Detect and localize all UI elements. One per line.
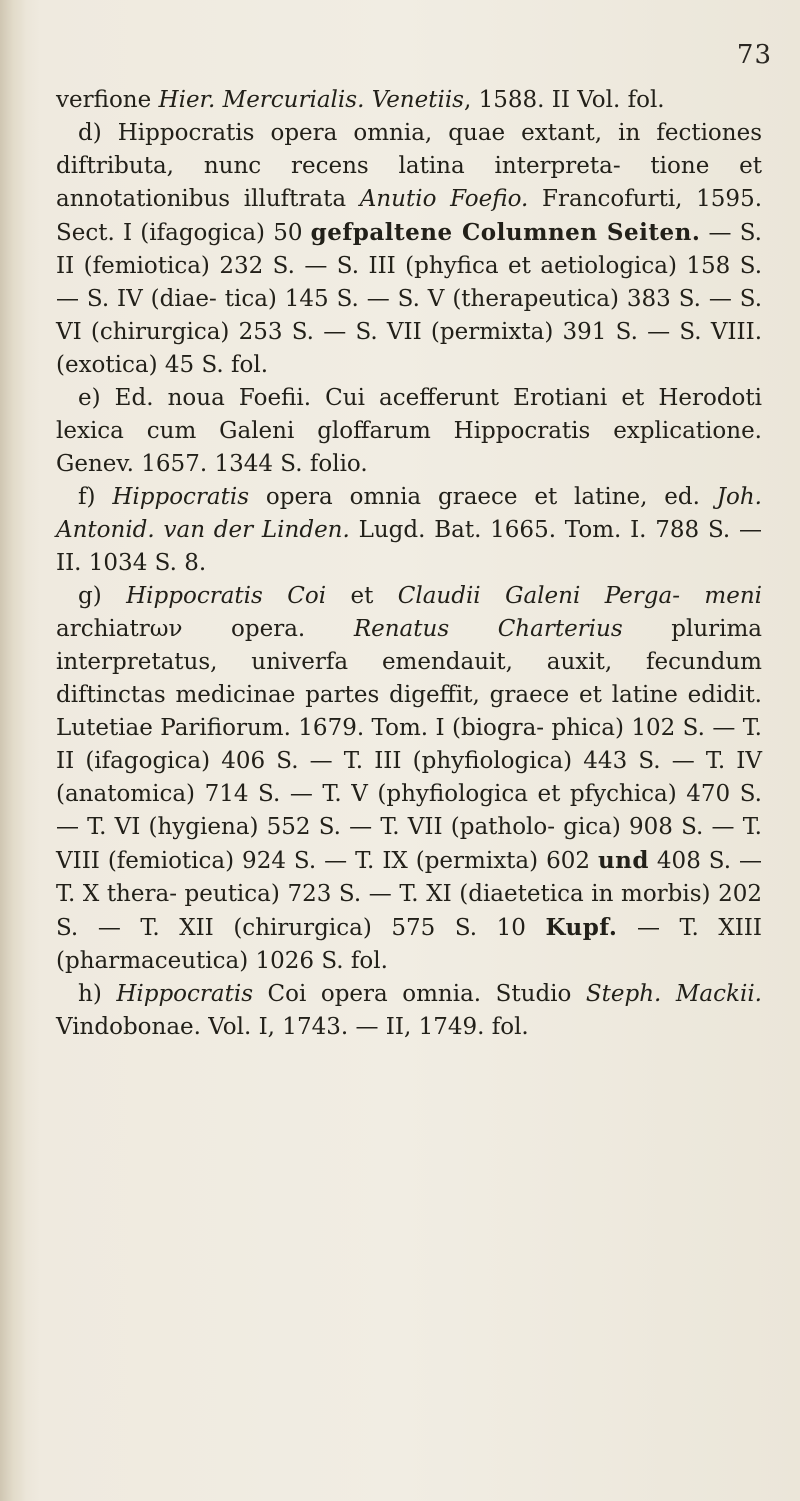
entry-text: e) Ed. noua Foefii. Cui acefferunt Erotiani et Herodoti lexica cum Galeni gloffarum Hippocratis explicatione. Genev. 1657. 1344 S. folio. <box>56 385 762 477</box>
entry-text: et <box>326 583 398 609</box>
entry-text: Francofurti, 1595. Sect. I (ifagogica) 50 <box>56 186 763 246</box>
entry-text: f) <box>78 484 113 510</box>
entry-d <box>56 117 762 382</box>
entry-text: — S. II (femiotica) 232 S. — S. III (phyfica et aetiologica) 158 S. — S. IV (diae- tica) 145 S. — S. V (therapeutica) 383 S. — S. VI (chirurgica) 253 S. — S. VII (permixta) 391 S. — S. VIII. (exotica) 45 S. fol. <box>56 220 762 378</box>
entry-text-italic: Steph. Mackii. <box>585 981 762 1007</box>
entry-text-italic: Hippocratis <box>116 981 254 1007</box>
entry-text: g) <box>78 583 127 609</box>
entry-e <box>56 382 762 481</box>
entry-g <box>56 580 762 978</box>
bibliography-text <box>56 84 762 1044</box>
entry-text-italic: Hier. Mercurialis. Venetiis <box>158 87 464 113</box>
entry-text: h) <box>78 981 117 1007</box>
entry-text: d) Hippocratis opera omnia, quae extant, in fectiones diftributa, nunc recens latina interpreta- tione et annotationibus illuftrata <box>56 120 762 212</box>
entry-text-italic: Claudii Galeni Perga- meni <box>397 583 762 609</box>
entry-text-italic: Joh. Antonid. van der Linden. <box>56 484 762 543</box>
binding-gutter <box>0 0 26 1501</box>
entry-text-italic: Hippocratis <box>112 484 250 510</box>
entry-text: 408 S. — T. X thera- peutica) 723 S. — T. XI (diaetetica in morbis) 202 S. — T. XII (chirurgica) 575 S. 10 <box>56 848 762 941</box>
entry-text-blackletter: gefpaltene Columnen Seiten. <box>310 219 701 246</box>
entry-text: Coi opera omnia. Studio <box>253 981 586 1007</box>
entry-text: — T. XIII (pharmaceutica) 1026 S. fol. <box>56 915 762 974</box>
entry-text: , 1588. II Vol. fol. <box>464 87 665 113</box>
entry-text: verfione <box>56 87 159 113</box>
entry-text: opera omnia graece et latine, ed. <box>249 484 717 510</box>
entry-text: Lugd. Bat. 1665. Tom. I. 788 S. — II. 1034 S. 8. <box>56 517 762 576</box>
entry-text: archiatrων opera. <box>56 616 354 642</box>
entry-continuation <box>56 84 762 117</box>
entry-text-italic: Hippocratis Coi <box>126 583 327 609</box>
entry-text-blackletter: Kupf. <box>545 914 618 941</box>
page-number: 73 <box>736 40 772 70</box>
entry-text-blackletter: und <box>597 847 649 874</box>
entry-text: plurima interpretatus, univerfa emendauit, auxit, fecundum diftinctas medicinae partes digeffit, graece et latine edidit. Lutetiae Parifiorum. 1679. Tom. I (biogra- phica) 102 S. — T. II (ifagogica) 406 S. — T. III (phyfiologica) 443 S. — T. IV (anatomica) 714 S. — T. V (phyfiologica et pfychica) 470 S. — T. VI (hygiena) 552 S. — T. VII (patholo- gica) 908 S. — T. VIII (femiotica) 924 S. — T. IX (permixta) 602 <box>56 616 763 874</box>
entry-f <box>56 481 762 580</box>
entry-text-italic: Anutio Foefio. <box>359 186 529 212</box>
entry-text-italic: Renatus Charterius <box>353 616 623 642</box>
entry-h <box>56 978 762 1044</box>
entry-text: Vindobonae. Vol. I, 1743. — II, 1749. fol. <box>56 1014 529 1040</box>
